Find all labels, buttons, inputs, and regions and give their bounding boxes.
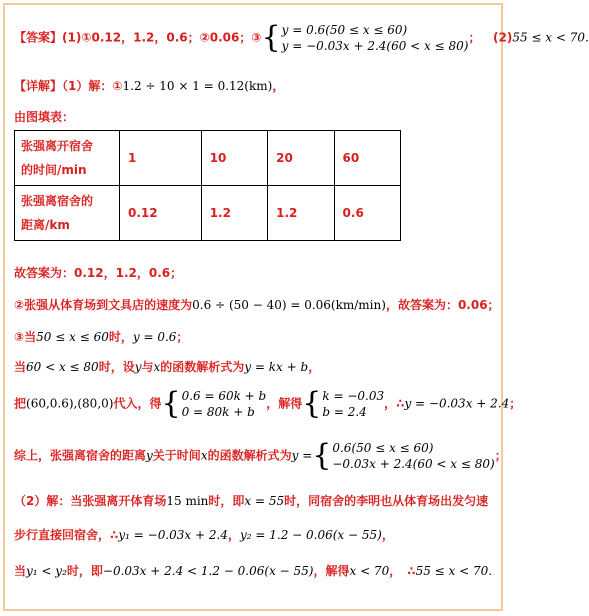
case4-line — [14, 358, 320, 376]
answer-sep: ； — [468, 30, 481, 45]
p2a-math-2: x = 55 — [244, 494, 285, 508]
answer-end: . — [585, 30, 589, 45]
detail-line — [14, 77, 284, 95]
answer-part2: (2) — [493, 30, 513, 45]
part2-line-2 — [14, 526, 394, 544]
case3-end: ； — [176, 330, 189, 344]
case4-end: ， — [308, 360, 321, 374]
left-brace: { — [261, 20, 281, 55]
table-cell: 20 — [268, 131, 334, 186]
answer-case-2: y = −0.03x + 2.4(60 < x ≤ 80) — [281, 39, 469, 53]
p2b-mid: ， — [227, 528, 240, 542]
table-cell: 0.6 — [334, 186, 400, 241]
sum-piecewise — [332, 440, 494, 472]
detail-part1: （1）解：① — [62, 79, 123, 93]
speed-math: 0.6 ÷ (50 − 40) = 0.06(km/min) — [192, 298, 386, 312]
p2a-mid: 时，即 — [208, 494, 245, 508]
p2c-mid-1: 时，即 — [66, 564, 103, 578]
case3-mid: 时， — [108, 330, 133, 344]
sub-prefix: 把 — [14, 396, 27, 411]
p2b-end: ， — [381, 528, 394, 542]
sub-eq-1: 0.6 = 60k + b — [181, 389, 267, 403]
case4-x: x — [153, 360, 161, 374]
detail-end: ， — [272, 79, 285, 93]
substitution-line — [14, 388, 521, 420]
sub-end: ； — [509, 396, 522, 411]
part2-line-3 — [14, 562, 492, 580]
sub-b: b = 2.4 — [322, 405, 367, 419]
sum-prefix: 综上，张强离宿舍的距离 — [14, 448, 147, 463]
p2c-math-4: 55 ≤ x < 70 — [415, 564, 489, 578]
speed-suffix: ，故答案为：0.06； — [385, 298, 500, 312]
table-row — [15, 186, 401, 241]
sum-y: y — [146, 448, 153, 463]
table-cell: 1 — [120, 131, 202, 186]
case3-line — [14, 328, 188, 346]
table-cell: 0.12 — [120, 186, 202, 241]
p2c-math-3: x < 70 — [349, 564, 390, 578]
sum-x: x — [200, 448, 208, 463]
sub-eq-2: 0 = 80k + b — [181, 405, 255, 419]
p2c-end: . — [488, 564, 493, 578]
case4-mid-3: 的函数解析式为 — [160, 360, 245, 374]
case3-math-1: 50 ≤ x ≤ 60 — [36, 330, 109, 344]
case4-math-2: y = kx + b — [244, 360, 309, 374]
p2a-suffix: 时，同宿舍的李明也从体育场出发匀速 — [284, 494, 489, 508]
table-row — [15, 131, 401, 186]
sub-result: y = −0.03x + 2.4 — [404, 396, 510, 411]
p2b-math-2: y₂ = 1.2 − 0.06(x − 55) — [239, 528, 382, 542]
sub-solve: ，解得 — [266, 396, 303, 411]
p2a-prefix: （2）解：当张强离开体育场 — [14, 494, 167, 508]
answer-part1: (1)①0.12，1.2，0.6；②0.06；③ — [62, 30, 262, 45]
case4-math-1: 60 < x ≤ 80 — [26, 360, 99, 374]
row-header-time: 张强离开宿舍 的时间/min — [15, 131, 120, 186]
data-table — [14, 130, 401, 241]
sub-mid: 代入，得 — [113, 396, 162, 411]
answer-label: 【答案】 — [14, 30, 63, 45]
table-cell: 10 — [201, 131, 267, 186]
part2-line-1 — [14, 492, 488, 510]
summary-line — [14, 440, 507, 472]
left-brace: { — [161, 386, 181, 421]
answer-part2-math: 55 ≤ x < 70 — [512, 30, 586, 45]
sub-system — [182, 388, 267, 420]
p2c-prefix: 当 — [14, 564, 27, 578]
left-brace: { — [312, 438, 332, 473]
p2a-math-1: 15 min — [166, 494, 209, 508]
p2c-mid-3: ， ∴ — [389, 564, 416, 578]
table-cell: 60 — [334, 131, 400, 186]
p2b-math-1: y₁ = −0.03x + 2.4 — [118, 528, 228, 542]
case4-prefix: 当 — [14, 360, 27, 374]
speed-line — [14, 296, 500, 314]
p2c-math-2: −0.03x + 2.4 < 1.2 − 0.06(x − 55) — [102, 564, 314, 578]
table-cell: 1.2 — [268, 186, 334, 241]
sum-mid-2: 的函数解析式为 — [207, 448, 292, 463]
sum-mid-1: 关于时间 — [152, 448, 201, 463]
case4-mid-2: 与 — [141, 360, 154, 374]
p2c-mid-2: ，解得 — [313, 564, 350, 578]
sum-case-1: 0.6(50 ≤ x ≤ 60) — [332, 441, 434, 455]
case4-y: y — [134, 360, 142, 374]
sum-case-2: −0.03x + 2.4(60 < x ≤ 80) — [332, 457, 495, 471]
p2c-math-1: y₁ < y₂ — [26, 564, 67, 578]
answer-case-1: y = 0.6(50 ≤ x ≤ 60) — [281, 23, 408, 37]
answer-1-line: 故答案为：0.12，1.2，0.6； — [14, 266, 183, 280]
sub-points: (60,0.6),(80,0) — [26, 396, 114, 411]
answer-piecewise — [282, 22, 469, 54]
sum-end: ； — [494, 448, 507, 463]
detail-calc: 1.2 ÷ 10 × 1 = 0.12(km) — [122, 79, 273, 93]
answer-line — [14, 22, 589, 54]
table-cell: 1.2 — [201, 186, 267, 241]
sum-lhs: y = — [291, 448, 313, 463]
left-brace: { — [302, 386, 322, 421]
case3-math-2: y = 0.6 — [132, 330, 177, 344]
fill-table-text: 由图填表： — [14, 110, 75, 124]
detail-label: 【详解】 — [14, 79, 63, 93]
sub-therefore: ，∴ — [384, 396, 405, 411]
speed-prefix: ②张强从体育场到文具店的速度为 — [14, 298, 193, 312]
row-header-distance: 张强离宿舍的 距离/km — [15, 186, 120, 241]
p2b-prefix: 步行直接回宿舍，∴ — [14, 528, 119, 542]
sub-k: k = −0.03 — [322, 389, 385, 403]
case4-mid-1: 时，设 — [98, 360, 135, 374]
case3-prefix: ③当 — [14, 330, 37, 344]
solution-system — [322, 388, 384, 420]
